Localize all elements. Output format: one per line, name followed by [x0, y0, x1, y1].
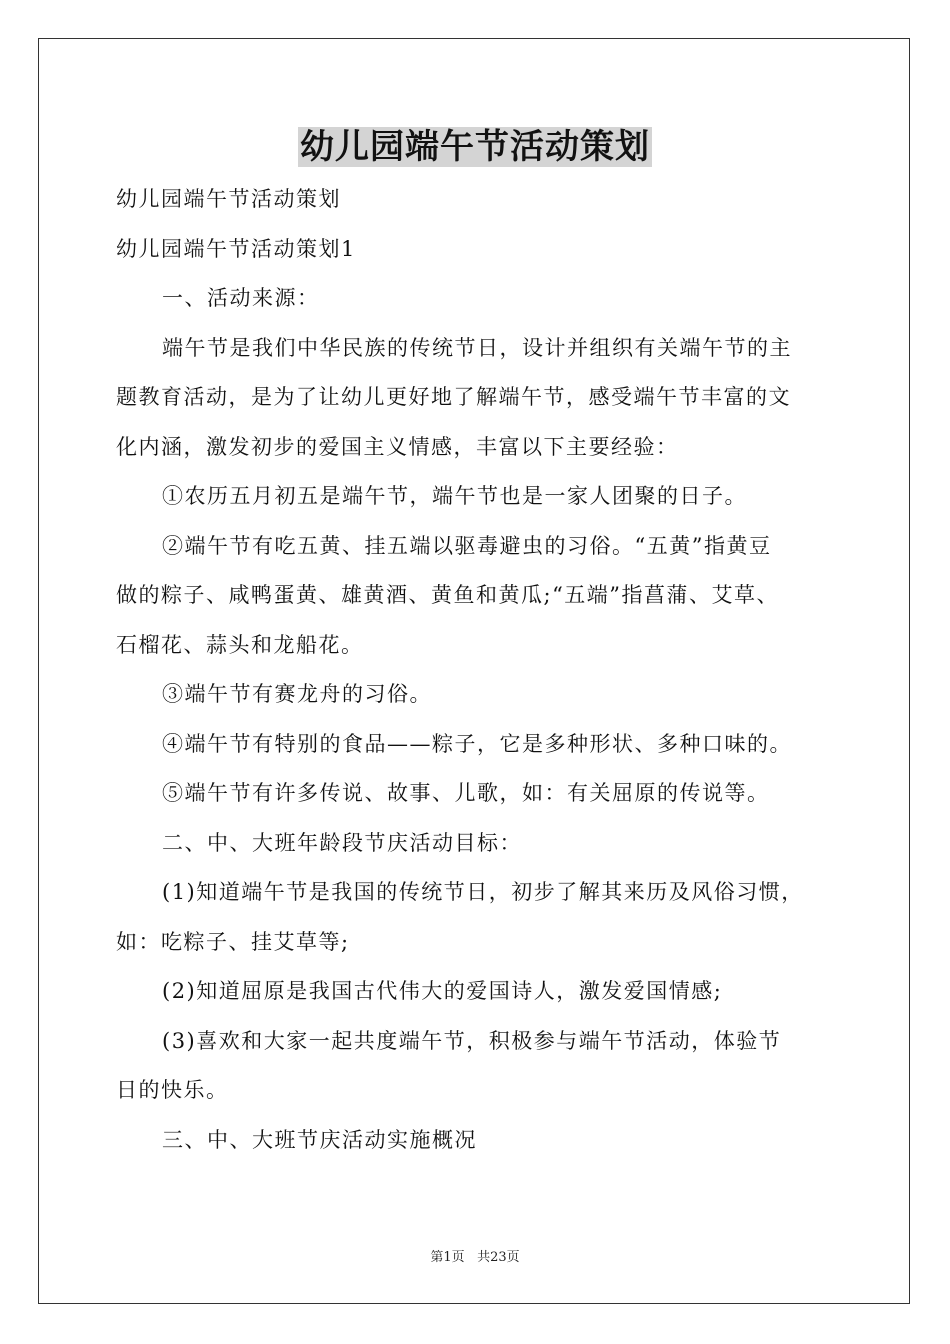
paragraph-line: 石榴花、蒜头和龙船花。: [116, 632, 364, 657]
list-item: (1)知道端午节是我国的传统节日，初步了解其来历及风俗习惯，: [162, 880, 804, 904]
section-heading: 幼儿园端午节活动策划1: [116, 236, 356, 261]
paragraph-line: 做的粽子、咸鸭蛋黄、雄黄酒、黄鱼和黄瓜;“五端”指菖蒲、艾草、: [116, 583, 780, 607]
page-footer: [0, 1246, 950, 1265]
list-item: ④端午节有特别的食品——粽子，它是多种形状、多种口味的。: [162, 731, 792, 756]
subtitle-line: 幼儿园端午节活动策划: [116, 187, 341, 211]
paragraph-line: 题教育活动，是为了让幼儿更好地了解端午节，感受端午节丰富的文: [116, 385, 791, 409]
paragraph-line: 日的快乐。: [116, 1078, 229, 1102]
heading-activity-source: 一、活动来源：: [162, 286, 320, 310]
list-item: ①农历五月初五是端午节，端午节也是一家人团聚的日子。: [162, 484, 747, 508]
document-title: [0, 124, 950, 170]
heading-goals: 二、中、大班年龄段节庆活动目标：: [162, 830, 522, 855]
heading-implementation: 三、中、大班节庆活动实施概况: [162, 1127, 477, 1152]
paragraph-line: 如：吃粽子、挂艾草等;: [116, 929, 350, 954]
page-number-total: 共23页: [477, 1250, 520, 1265]
list-item: (2)知道屈原是我国古代伟大的爱国诗人，激发爱国情感;: [162, 979, 723, 1003]
list-item: ③端午节有赛龙舟的习俗。: [162, 682, 432, 706]
list-item: ②端午节有吃五黄、挂五端以驱毒避虫的习俗。“五黄”指黄豆: [162, 533, 772, 558]
document-body: [116, 175, 832, 1165]
document-title-text: 幼儿园端午节活动策划: [300, 127, 650, 167]
page-number-current: 第1页: [430, 1250, 465, 1265]
paragraph-line: 端午节是我们中华民族的传统节日，设计并组织有关端午节的主: [162, 335, 792, 360]
paragraph-line: 化内涵，激发初步的爱国主义情感，丰富以下主要经验：: [116, 434, 679, 459]
list-item: ⑤端午节有许多传说、故事、儿歌，如：有关屈原的传说等。: [162, 781, 770, 805]
list-item: (3)喜欢和大家一起共度端午节，积极参与端午节活动，体验节: [162, 1028, 782, 1053]
